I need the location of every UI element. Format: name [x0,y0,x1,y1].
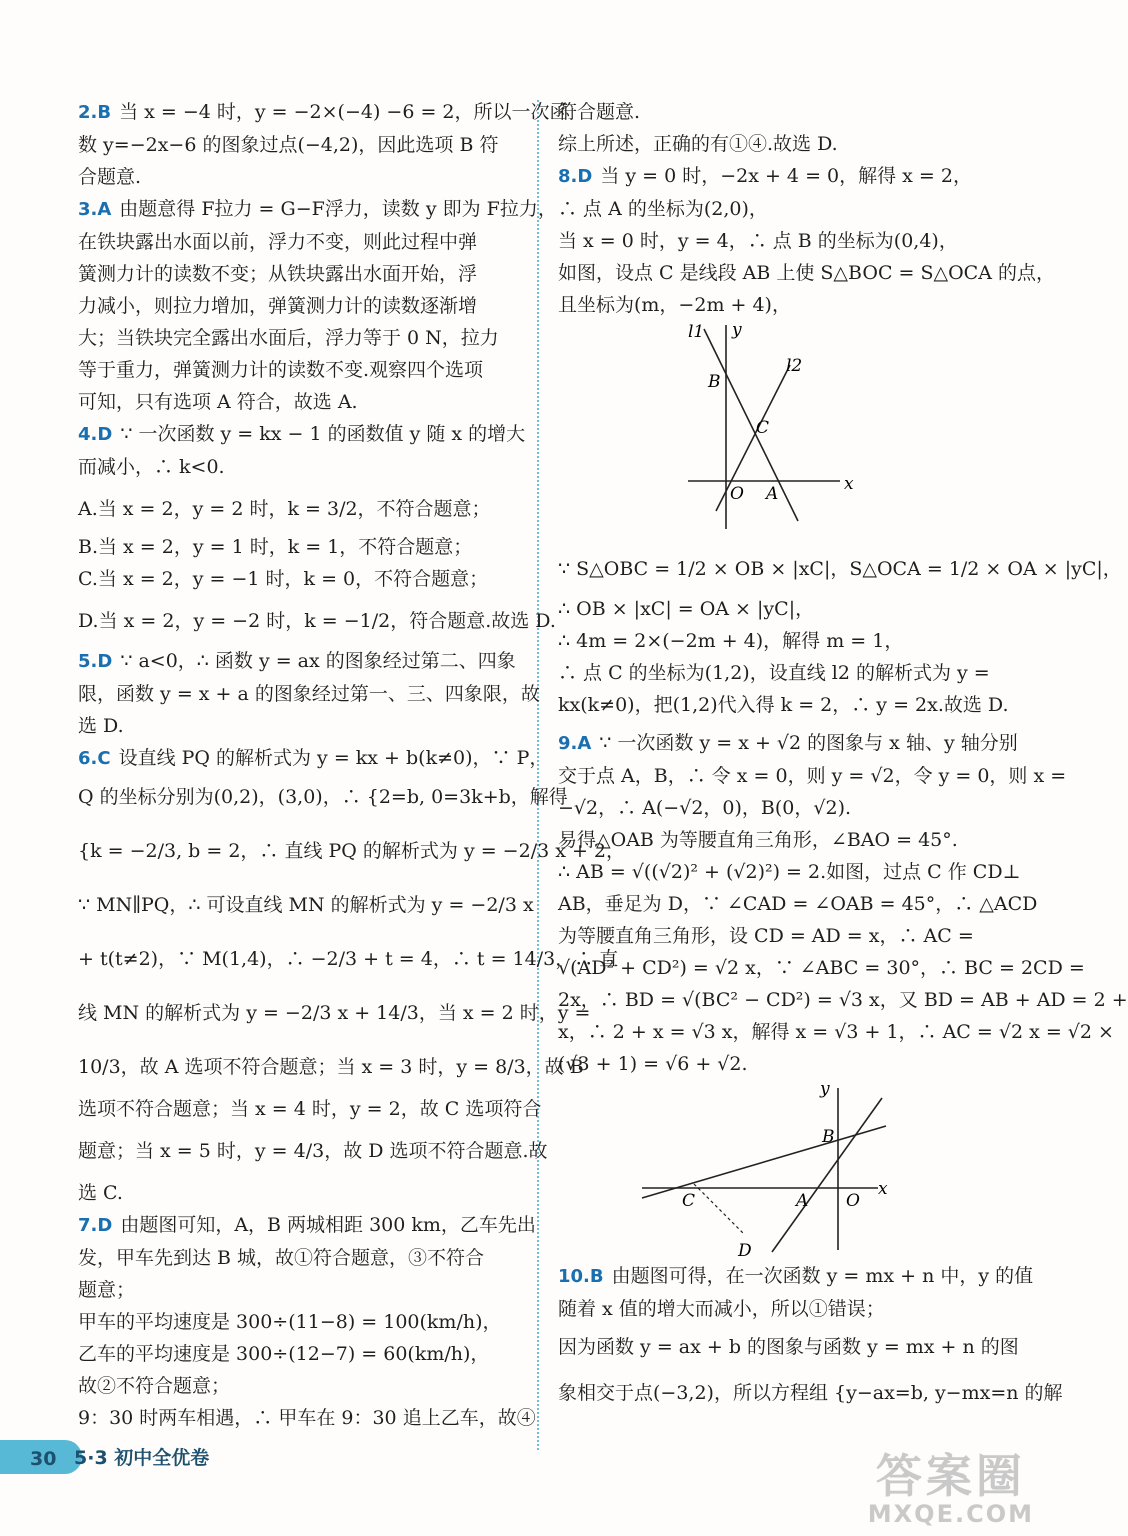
answer-line: D.当 x = 2，y = −2 时，k = −1/2，符合题意.故选 D. [78,610,556,632]
answer-line: 设直线 PQ 的解析式为 y = kx + b(k≠0)，∵ P， [118,747,549,769]
answer-line: {k = −2/3, b = 2，∴ 直线 PQ 的解析式为 y = −2/3 x + 2， [78,840,626,862]
answer-line: 为等腰直角三角形，设 CD = AD = x，∴ AC = [558,925,974,947]
answer-line: 交于点 A，B，∴ 令 x = 0，则 y = √2，令 y = 0，则 x = [558,765,1067,787]
line-BC [642,1126,886,1198]
answer-number: 5.D [78,651,113,672]
page-number: 30 [30,1448,57,1470]
label-C: C [756,418,770,438]
answer-line: 由题意得 F拉力 = G−F浮力，读数 y 即为 F拉力， [119,198,557,220]
answer-line: 综上所述，正确的有①④.故选 D. [558,133,838,155]
answer-line: ∴ 点 C 的坐标为(1,2)，设直线 l2 的解析式为 y = [558,662,990,684]
answer-9 [558,727,1128,1080]
answer-line: B.当 x = 2，y = 1 时，k = 1，不符合题意； [78,536,473,558]
answer-line: 限，函数 y = x + a 的图象经过第一、三、四象限，故 [78,683,540,705]
answer-line: 选项不符合题意；当 x = 4 时，y = 2，故 C 选项符合 [78,1098,542,1120]
answer-line: 故②不符合题意； [78,1375,231,1397]
answer-line: AB，垂足为 D，∵ ∠CAD = ∠OAB = 45°，∴ △ACD [558,893,1038,915]
label-O: O [846,1191,860,1211]
answer-line: 易得△OAB 为等腰直角三角形，∠BAO = 45°. [558,829,958,851]
answer-line: 9：30 时两车相遇，∴ 甲车在 9：30 追上乙车，故④ [78,1407,536,1429]
answer-line: Q 的坐标分别为(0,2)，(3,0)，∴ {2=b, 0=3k+b，解得 [78,786,568,808]
column-divider [537,100,539,1450]
answer-line: C.当 x = 2，y = −1 时，k = 0，不符合题意； [78,568,489,590]
answer-line: 选 D. [78,715,124,737]
answer-7 [78,1209,536,1434]
answer-line: 题意； [78,1279,136,1301]
answer-line: 力减小，则拉力增加，弹簧测力计的读数逐渐增 [78,295,478,317]
watermark-url: MXQE.COM [867,1500,1034,1528]
answer-line: ∵ MN∥PQ，∴ 可设直线 MN 的解析式为 y = −2/3 x [78,894,534,916]
label-l2: l2 [786,356,803,376]
answer-line: 随着 x 值的增大而减小，所以①错误； [558,1298,885,1320]
answer-line: ∵ 一次函数 y = kx − 1 的函数值 y 随 x 的增大 [120,423,526,445]
answer-number: 3.A [78,199,112,220]
watermark-logo: 答案圈 [875,1449,1026,1503]
answer-8-cont [558,553,1122,721]
watermark [868,1440,1034,1528]
answer-line: 甲车的平均速度是 300÷(11−8) = 100(km/h)， [78,1311,502,1333]
answer-line: 当 x = −4 时，y = −2×(−4) −6 = 2，所以一次函 [119,101,569,123]
answer-line: 合题意. [78,166,142,188]
answer-line: 乙车的平均速度是 300÷(12−7) = 60(km/h)， [78,1343,490,1365]
answer-line: kx(k≠0)，把(1,2)代入得 k = 2，∴ y = 2x.故选 D. [558,694,1009,716]
line-AB [772,1098,882,1252]
answer-line: 象相交于点(−3,2)，所以方程组 {y−ax=b, y−mx=n 的解 [558,1382,1063,1404]
answer-number: 10.B [558,1266,604,1287]
right-column [558,96,1128,1409]
line-l1 [704,329,798,521]
figure-line-graph-1 [558,321,988,541]
answer-4 [78,418,556,637]
answer-number: 6.C [78,748,111,769]
label-O: O [730,484,744,504]
answer-line: 而减小，∴ k<0. [78,456,225,478]
answer-line: −√2，∴ A(−√2，0)，B(0，√2). [558,797,852,819]
answer-line: 簧测力计的读数不变；从铁块露出水面开始，浮 [78,263,478,285]
answer-line: 发，甲车先到达 B 城，故①符合题意，③不符合 [78,1247,485,1269]
answer-line: x，∴ 2 + x = √3 x，解得 x = √3 + 1，∴ AC = √2 x = √2 × [558,1021,1114,1043]
answer-number: 2.B [78,102,112,123]
answer-3 [78,193,557,418]
answer-number: 7.D [78,1215,113,1236]
answer-line: 当 y = 0 时，−2x + 4 = 0，解得 x = 2， [600,165,972,187]
answer-number: 4.D [78,424,113,445]
label-C: C [682,1191,696,1211]
answer-line: ∴ AB = √((√2)² + (√2)²) = 2.如图，过点 C 作 CD⊥ [558,861,1021,883]
answer-line: ∴ 点 A 的坐标为(2,0)， [558,198,768,220]
line-CD [694,1184,744,1234]
label-x: x [878,1179,888,1199]
answer-2 [78,96,569,193]
answer-line: 由题图可知，A，B 两城相距 300 km，乙车先出 [120,1214,536,1236]
answer-line: 符合题意. [558,101,641,123]
answer-line: √(AD² + CD²) = √2 x，∵ ∠ABC = 30°，∴ BC = 2CD = [558,957,1085,979]
answer-line: 且坐标为(m，−2m + 4)， [558,294,791,316]
answer-5 [78,645,540,742]
answer-10 [558,1260,1063,1409]
answer-line: 10/3，故 A 选项不符合题意；当 x = 3 时，y = 8/3，故 B [78,1056,584,1078]
label-x: x [844,474,854,494]
answer-line: 题意；当 x = 5 时，y = 4/3，故 D 选项不符合题意.故 [78,1140,548,1162]
label-B: B [708,372,721,392]
answer-line: ∵ S△OBC = 1/2 × OB × |xC|，S△OCA = 1/2 × OA × |yC|， [558,558,1122,580]
answer-line: ∴ OB × |xC| = OA × |yC|， [558,598,815,620]
label-y: y [820,1079,830,1099]
answer-line: 因为函数 y = ax + b 的图象与函数 y = mx + n 的图 [558,1336,1019,1358]
answer-line: 数 y=−2x−6 的图象过点(−4,2)，因此选项 B 符 [78,134,499,156]
answer-line: 如图，设点 C 是线段 AB 上使 S△BOC = S△OCA 的点， [558,262,1055,284]
answer-line: + t(t≠2)，∵ M(1,4)，∴ −2/3 + t = 4，∴ t = 14/3，∴ 直 [78,948,619,970]
answer-line: ∵ a<0，∴ 函数 y = ax 的图象经过第二、四象 [120,650,516,672]
answer-line: ∵ 一次函数 y = x + √2 的图象与 x 轴、y 轴分别 [599,732,1018,754]
label-y: y [732,320,742,340]
answer-line: 可知，只有选项 A 符合，故选 A. [78,391,358,413]
answer-number: 9.A [558,733,592,754]
answer-line: 大；当铁块完全露出水面后，浮力等于 0 N，拉力 [78,327,499,349]
answer-line: 2x，∴ BD = √(BC² − CD²) = √3 x，又 BD = AB + AD = 2 + [558,989,1128,1011]
answer-line: 当 x = 0 时，y = 4，∴ 点 B 的坐标为(0,4)， [558,230,958,252]
answer-line: 由题图可得，在一次函数 y = mx + n 中，y 的值 [611,1265,1034,1287]
figure-line-graph-2 [558,1080,988,1260]
label-l1: l1 [688,322,705,342]
answer-line: (√3 + 1) = √6 + √2. [558,1053,748,1075]
answer-number: 8.D [558,166,593,187]
answer-line: 等于重力，弹簧测力计的读数不变.观察四个选项 [78,359,484,381]
answer-line: 选 C. [78,1182,123,1204]
answer-line: ∴ 4m = 2×(−2m + 4)，解得 m = 1， [558,630,904,652]
label-A: A [796,1191,809,1211]
answer-line: 线 MN 的解析式为 y = −2/3 x + 14/3，当 x = 2 时，y = [78,1002,591,1024]
book-title: 5·3 初中全优卷 [74,1447,210,1469]
label-A: A [766,484,779,504]
label-B: B [822,1127,835,1147]
answer-line: 在铁块露出水面以前，浮力不变，则此过程中弹 [78,231,478,253]
label-D: D [738,1241,752,1261]
line-l2 [716,365,790,511]
answer-8 [558,160,1055,321]
answer-line: A.当 x = 2，y = 2 时，k = 3/2，不符合题意； [78,498,491,520]
